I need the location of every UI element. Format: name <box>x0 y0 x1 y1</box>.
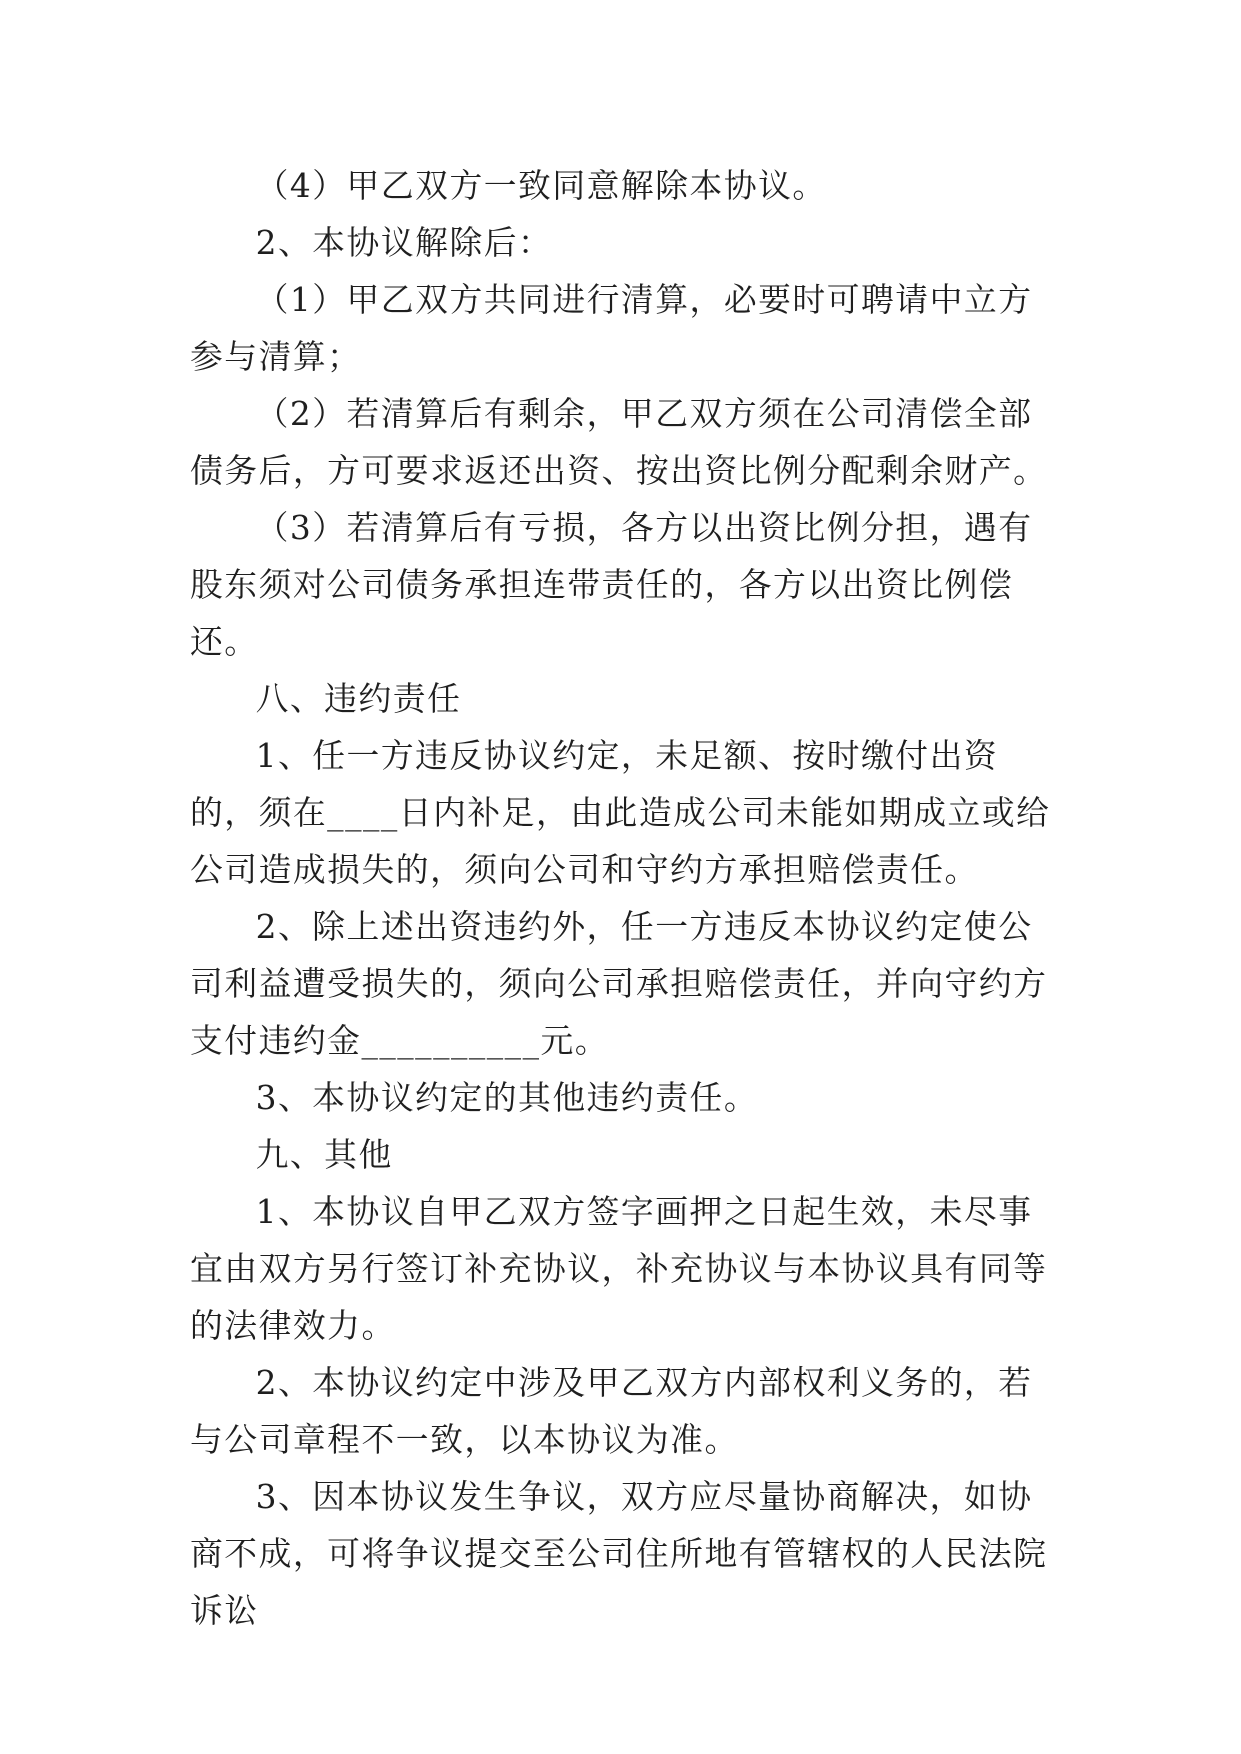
clause-liquidation-item-3: （3）若清算后有亏损，各方以出资比例分担，遇有股东须对公司债务承担连带责任的，各方以出资比例偿还。 <box>190 509 1033 661</box>
clause-breach-item-3: 3、本协议约定的其他违约责任。 <box>255 1079 759 1117</box>
clause-liquidation-item-1: （1）甲乙双方共同进行清算，必要时可聘请中立方参与清算； <box>190 281 1033 376</box>
clause-other-item-1: 1、本协议自甲乙双方签字画押之日起生效，未尽事宜由双方另行签订补充协议，补充协议与本协议具有同等的法律效力。 <box>190 1193 1048 1345</box>
clause-after-termination: 2、本协议解除后： <box>255 224 553 262</box>
clause-breach-item-2: 2、除上述出资违约外，任一方违反本协议约定使公司利益遭受损失的，须向公司承担赔偿责任，并向守约方支付违约金__________元。 <box>190 908 1048 1060</box>
section-heading-other: 九、其他 <box>255 1136 393 1174</box>
section-heading-breach-liability: 八、违约责任 <box>255 680 462 718</box>
clause-other-item-3: 3、因本协议发生争议，双方应尽量协商解决，如协商不成，可将争议提交至公司住所地有管辖权的人民法院诉讼 <box>190 1478 1048 1630</box>
clause-other-item-2: 2、本协议约定中涉及甲乙双方内部权利义务的，若与公司章程不一致，以本协议为准。 <box>190 1364 1033 1459</box>
clause-termination-item-4: （4）甲乙双方一致同意解除本协议。 <box>255 167 827 205</box>
clause-breach-item-1: 1、任一方违反协议约定，未足额、按时缴付出资的，须在____日内补足，由此造成公司未能如期成立或给公司造成损失的，须向公司和守约方承担赔偿责任。 <box>190 737 1051 889</box>
clause-liquidation-item-2: （2）若清算后有剩余，甲乙双方须在公司清偿全部债务后，方可要求返还出资、按出资比例分配剩余财产。 <box>190 395 1048 490</box>
document-body <box>190 158 1060 1640</box>
